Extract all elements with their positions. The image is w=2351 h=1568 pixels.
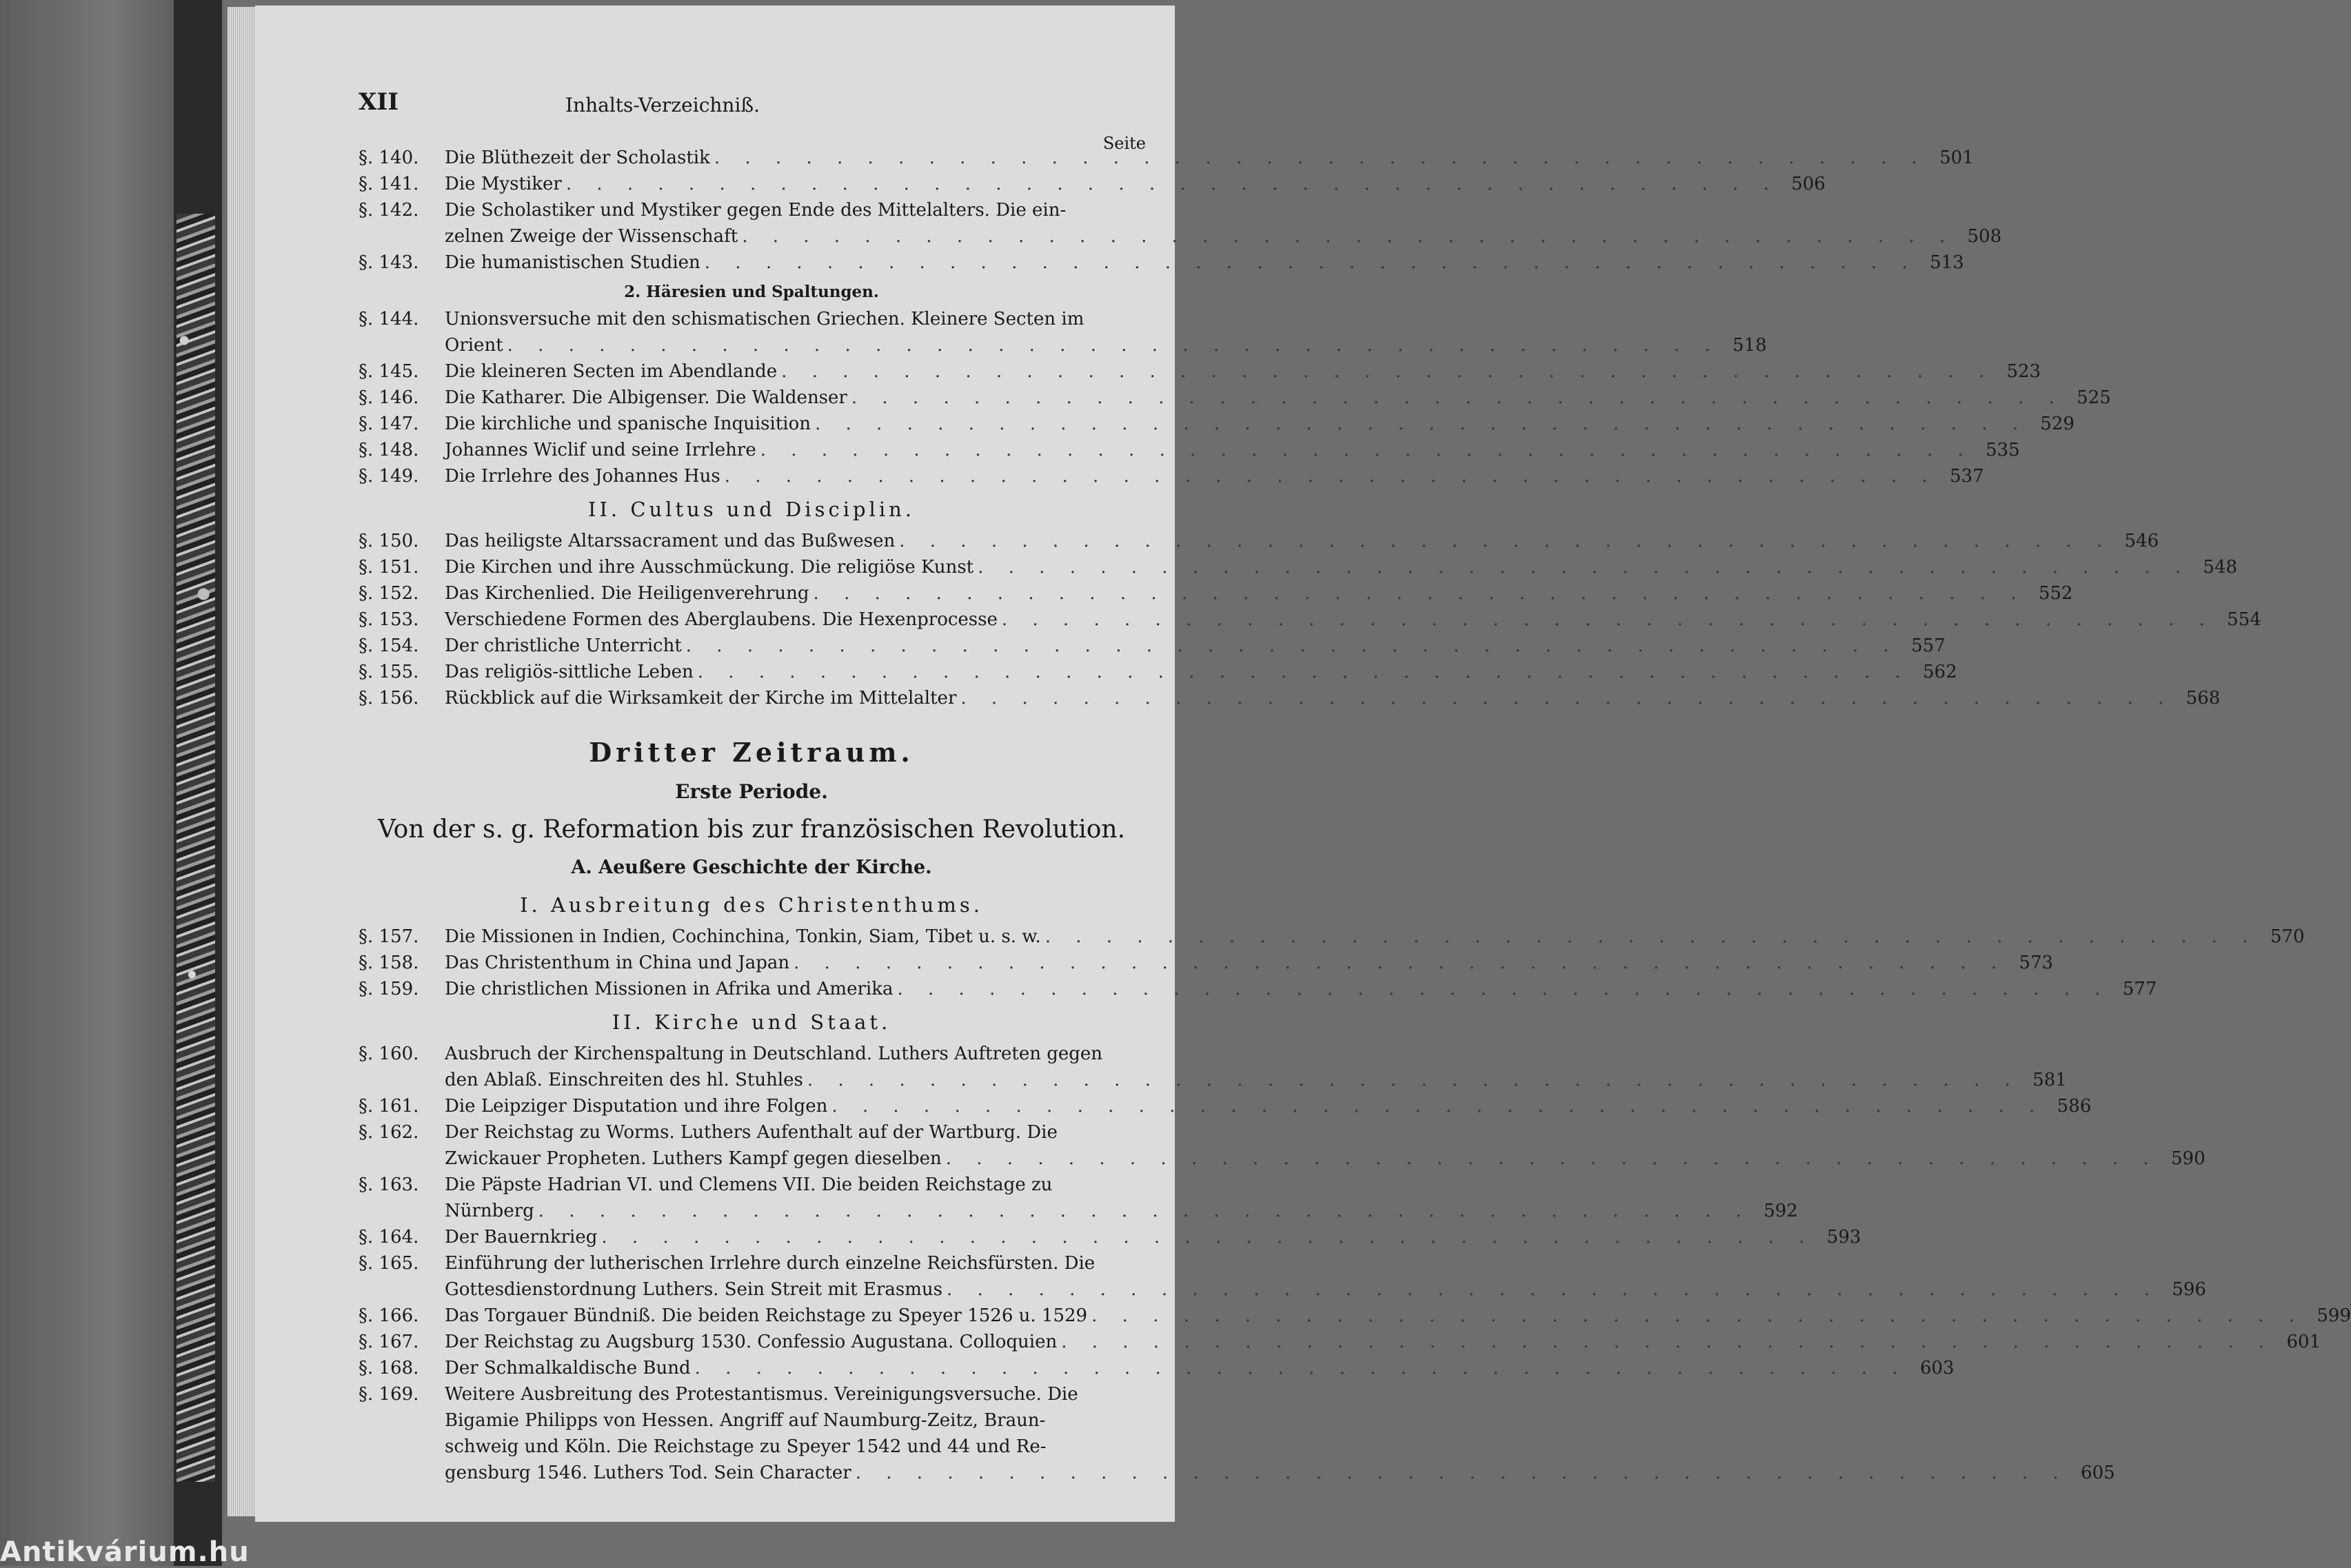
toc-entry <box>359 528 2159 554</box>
entry-line: Bigamie Philipps von Hessen. Angriff auf Naumburg-Zeitz, Braun- <box>445 1410 1046 1431</box>
entry-last-line <box>445 924 2305 950</box>
entry-title: Die Kirchen und ihre Ausschmückung. Die religiöse Kunst <box>445 557 974 578</box>
leader-dots: . . . . . . . . . . . . . . . . . . . . . . . . . . . . . . . . . . . . . . . . <box>945 1148 2159 1169</box>
toc-entry <box>359 145 1974 171</box>
page-ref: 554 <box>2227 609 2261 630</box>
entry-last-line <box>445 1355 1955 1381</box>
toc-group-2 <box>359 306 2111 489</box>
entry-last-line <box>445 171 1826 197</box>
leader-dots: . . . . . . . . . . . . . . . . . . . . . . . . . . . . . . . . . . . . . . . . <box>685 635 1899 656</box>
section-number: §. 169. <box>359 1384 419 1405</box>
entry-text <box>445 197 2002 250</box>
background-left <box>0 0 186 1566</box>
toc-entry <box>359 1329 2321 1355</box>
leader-dots: . . . . . . . . . . . . . . . . . . . . . . . . . . . . . . . . . . . . . . . . <box>897 979 2110 999</box>
entry-title: Die humanistischen Studien <box>445 252 700 273</box>
page-ref: 570 <box>2270 926 2305 947</box>
toc-entry <box>359 1224 1861 1250</box>
toc-entry <box>359 659 1957 685</box>
page-ref: 603 <box>1919 1358 1955 1378</box>
page-ref: 586 <box>2057 1096 2092 1117</box>
section-number: §. 145. <box>359 361 419 382</box>
section-heading: II. Kirche und Staat. <box>612 1010 891 1034</box>
toc-entry <box>359 171 1826 197</box>
leader-dots: . . . . . . . . . . . . . . . . . . . . . . . . . . . . . . . . . . . . . . . . <box>704 252 1917 273</box>
entry-last-line <box>445 1146 2206 1172</box>
section-heading: II. Cultus und Disciplin. <box>588 498 915 521</box>
leader-dots: . . . . . . . . . . . . . . . . . . . . . . . . . . . . . . . . . . . . . . . . <box>947 1279 2159 1300</box>
page-ref: 601 <box>2286 1332 2321 1352</box>
entry-title: Die Blüthezeit der Scholastik <box>445 147 710 168</box>
toc-entry <box>359 924 2305 950</box>
toc-entry <box>359 1041 2067 1093</box>
entry-last-line <box>445 1067 2067 1093</box>
entry-text <box>445 659 1957 685</box>
section-number: §. 161. <box>359 1096 419 1117</box>
section-number: §. 149. <box>359 466 419 487</box>
part-heading: A. Aeußere Geschichte der Kirche. <box>571 857 932 878</box>
section-number: §. 150. <box>359 531 419 551</box>
page-ref: 596 <box>2172 1279 2206 1300</box>
page-edges <box>228 7 256 1516</box>
toc-entry <box>359 1250 2206 1303</box>
leader-dots: . . . . . . . . . . . . . . . . . . . . . . . . . . . . . . . . . . . . . . . . <box>807 1070 2020 1090</box>
entry-last-line <box>445 1224 1861 1250</box>
entry-last-line <box>445 633 1946 659</box>
section-number: §. 147. <box>359 414 419 434</box>
entry-title: Johannes Wiclif und seine Irrlehre <box>445 440 756 460</box>
entry-text <box>445 306 1767 358</box>
page-ref: 573 <box>2019 953 2054 973</box>
toc-group-1 <box>359 145 2002 276</box>
page-ref: 523 <box>2006 361 2041 382</box>
section-number: §. 168. <box>359 1358 419 1378</box>
entry-title: Das religiös-sittliche Leben <box>445 662 694 682</box>
era-heading: Von der s. g. Reformation bis zur französischen Revolution. <box>377 815 1126 844</box>
entry-title: Der Reichstag zu Augsburg 1530. Confessio Augustana. Colloquien <box>445 1332 1058 1352</box>
entry-text <box>445 685 2221 711</box>
entry-text <box>445 463 1984 489</box>
entry-title: Die Katharer. Die Albigenser. Die Waldenser <box>445 387 847 408</box>
leader-dots: . . . . . . . . . . . . . . . . . . . . . . . . . . . . . . . . . . . . . . . . <box>813 583 2026 604</box>
toc-group-4 <box>359 924 2305 1002</box>
section-number: §. 154. <box>359 635 419 656</box>
entry-text <box>445 1172 1798 1224</box>
page-ref: 552 <box>2038 583 2073 604</box>
entry-last-line <box>445 950 2054 976</box>
entry-text <box>445 385 2111 411</box>
entry-text <box>445 411 2075 437</box>
page-ref: 508 <box>1967 226 2002 247</box>
page-ref: 592 <box>1764 1201 1798 1221</box>
page-ref: 518 <box>1732 335 1767 356</box>
section-number: §. 156. <box>359 688 419 709</box>
entry-title: Nürnberg <box>445 1201 534 1221</box>
section-number: §. 143. <box>359 252 419 273</box>
leader-dots: . . . . . . . . . . . . . . . . . . . . . . . . . . . . . . . . . . . . . . . . <box>794 953 2007 973</box>
entry-last-line <box>445 385 2111 411</box>
section-number: §. 140. <box>359 147 419 168</box>
toc-entry <box>359 306 1767 358</box>
page-title: Inhalts-Verzeichniß. <box>565 94 760 116</box>
leader-dots: . . . . . . . . . . . . . . . . . . . . . . . . . . . . . . . . . . . . . . . . <box>960 688 2174 709</box>
toc-group-5 <box>359 1041 2351 1486</box>
entry-text <box>445 1381 2115 1486</box>
entry-title: Das Torgauer Bündniß. Die beiden Reichstage zu Speyer 1526 u. 1529 <box>445 1305 1088 1326</box>
section-number: §. 165. <box>359 1253 419 1274</box>
entry-last-line <box>445 411 2075 437</box>
toc-entry <box>359 385 2111 411</box>
section-number: §. 159. <box>359 979 419 999</box>
column-label: Seite <box>1102 134 1146 153</box>
section-number: §. 166. <box>359 1305 419 1326</box>
toc-entry <box>359 1381 2115 1486</box>
entry-text <box>445 528 2159 554</box>
leader-dots: . . . . . . . . . . . . . . . . . . . . . . . . . . . . . . . . . . . . . . . . <box>978 557 2191 578</box>
leader-dots: . . . . . . . . . . . . . . . . . . . . . . . . . . . . . . . . . . . . . . . . <box>781 361 1995 382</box>
section-number: §. 155. <box>359 662 419 682</box>
section-number: §. 157. <box>359 926 419 947</box>
entry-title: Der Schmalkaldische Bund <box>445 1358 691 1378</box>
page-ref: 605 <box>2081 1463 2115 1483</box>
toc-entry <box>359 197 2002 250</box>
entry-line: Die Päpste Hadrian VI. und Clemens VII. Die beiden Reichstage zu <box>445 1174 1053 1195</box>
leader-dots: . . . . . . . . . . . . . . . . . . . . . . . . . . . . . . . . . . . . . . . . <box>1001 609 2214 630</box>
page-number: XII <box>359 88 399 116</box>
toc-entry <box>359 976 2157 1002</box>
leader-dots: . . . . . . . . . . . . . . . . . . . . . . . . . . . . . . . . . . . . . . . . <box>1045 926 2258 947</box>
page-ref: 581 <box>2032 1070 2067 1090</box>
entry-title: Das Kirchenlied. Die Heiligenverehrung <box>445 583 809 604</box>
entry-text <box>445 437 2020 463</box>
entry-line: schweig und Köln. Die Reichstage zu Speyer 1542 und 44 und Re- <box>445 1436 1047 1457</box>
page-ref: 529 <box>2040 414 2075 434</box>
entry-title: gensburg 1546. Luthers Tod. Sein Character <box>445 1463 851 1483</box>
table-of-contents <box>359 145 2351 1486</box>
entry-text <box>445 250 1964 276</box>
page-ref: 593 <box>1826 1227 1861 1248</box>
toc-entry <box>359 463 1984 489</box>
entry-title: Zwickauer Propheten. Luthers Kampf gegen dieselben <box>445 1148 942 1169</box>
entry-last-line <box>445 332 1767 358</box>
section-number: §. 158. <box>359 953 419 973</box>
entry-text <box>445 1093 2092 1119</box>
entry-last-line <box>445 1198 1798 1224</box>
leader-dots: . . . . . . . . . . . . . . . . . . . . . . . . . . . . . . . . . . . . . . . . <box>851 387 2064 408</box>
entry-last-line <box>445 554 2238 580</box>
entry-last-line <box>445 145 1974 171</box>
marbled-cover <box>176 214 215 1482</box>
entry-text <box>445 1119 2206 1172</box>
page-ref: 513 <box>1930 252 1964 273</box>
entry-title: den Ablaß. Einschreiten des hl. Stuhles <box>445 1070 803 1090</box>
toc-entry <box>359 554 2238 580</box>
entry-last-line <box>445 437 2020 463</box>
toc-entry <box>359 1355 1955 1381</box>
entry-title: Das Christenthum in China und Japan <box>445 953 790 973</box>
page-ref: 568 <box>2186 688 2221 709</box>
toc-group-3 <box>359 528 2261 711</box>
entry-title: Gottesdienstordnung Luthers. Sein Streit mit Erasmus <box>445 1279 942 1300</box>
big-heading: Dritter Zeitraum. <box>589 737 914 768</box>
toc-entry <box>359 1303 2351 1329</box>
toc-entry <box>359 633 1946 659</box>
page-ref: 506 <box>1791 174 1826 194</box>
entry-last-line <box>445 1093 2092 1119</box>
page-ref: 599 <box>2317 1305 2351 1326</box>
leader-dots: . . . . . . . . . . . . . . . . . . . . . . . . . . . . . . . . . . . . . . . . <box>1061 1332 2274 1352</box>
entry-title: Die Missionen in Indien, Cochinchina, Tonkin, Siam, Tibet u. s. w. <box>445 926 1041 947</box>
toc-entry <box>359 1093 2092 1119</box>
entry-title: Die Mystiker <box>445 174 562 194</box>
entry-title: Orient <box>445 335 503 356</box>
entry-last-line <box>445 1329 2321 1355</box>
leader-dots: . . . . . . . . . . . . . . . . . . . . . . . . . . . . . . . . . . . . . . . . <box>760 440 1973 460</box>
entry-last-line <box>445 1276 2206 1303</box>
toc-entry <box>359 437 2020 463</box>
entry-text <box>445 358 2041 385</box>
page-ref: 537 <box>1949 466 1984 487</box>
section-heading: I. Ausbreitung des Christenthums. <box>520 893 983 917</box>
leader-dots: . . . . . . . . . . . . . . . . . . . . . . . . . . . . . . . . . . . . . . . . <box>694 1358 1908 1378</box>
section-number: §. 167. <box>359 1332 419 1352</box>
section-number: §. 163. <box>359 1174 419 1195</box>
entry-text <box>445 1329 2321 1355</box>
entry-title: Der Bauernkrieg <box>445 1227 598 1248</box>
leader-dots: . . . . . . . . . . . . . . . . . . . . . . . . . . . . . . . . . . . . . . . . <box>507 335 1720 356</box>
toc-entry <box>359 1172 1798 1224</box>
toc-entry <box>359 1119 2206 1172</box>
entry-text <box>445 633 1946 659</box>
page-ref: 501 <box>1939 147 1974 168</box>
entry-text <box>445 145 1974 171</box>
page-ref: 525 <box>2077 387 2111 408</box>
page-ref: 557 <box>1911 635 1946 656</box>
section-number: §. 141. <box>359 174 419 194</box>
entry-title: Rückblick auf die Wirksamkeit der Kirche im Mittelalter <box>445 688 957 709</box>
entry-title: Die kleineren Secten im Abendlande <box>445 361 778 382</box>
toc-entry <box>359 580 2073 607</box>
entry-last-line <box>445 659 1957 685</box>
leader-dots: . . . . . . . . . . . . . . . . . . . . . . . . . . . . . . . . . . . . . . . . <box>855 1463 2068 1483</box>
leader-dots: . . . . . . . . . . . . . . . . . . . . . . . . . . . . . . . . . . . . . . . . <box>742 226 1955 247</box>
entry-last-line <box>445 223 2002 250</box>
entry-line: Die Scholastiker und Mystiker gegen Ende des Mittelalters. Die ein- <box>445 200 1067 221</box>
page-header <box>359 88 1144 121</box>
entry-line: Weitere Ausbreitung des Protestantismus. Vereinigungsversuche. Die <box>445 1384 1078 1405</box>
leader-dots: . . . . . . . . . . . . . . . . . . . . . . . . . . . . . . . . . . . . . . . . <box>565 174 1779 194</box>
entry-text <box>445 1224 1861 1250</box>
leader-dots: . . . . . . . . . . . . . . . . . . . . . . . . . . . . . . . . . . . . . . . . <box>601 1227 1815 1248</box>
entry-text <box>445 580 2073 607</box>
entry-last-line <box>445 463 1984 489</box>
entry-text <box>445 1041 2067 1093</box>
entry-last-line <box>445 1303 2351 1329</box>
leader-dots: . . . . . . . . . . . . . . . . . . . . . . . . . . . . . . . . . . . . . . . . <box>831 1096 2045 1117</box>
entry-last-line <box>445 685 2221 711</box>
page-ref: 562 <box>1923 662 1957 682</box>
leader-dots: . . . . . . . . . . . . . . . . . . . . . . . . . . . . . . . . . . . . . . . . <box>724 466 1937 487</box>
entry-line: Einführung der lutherischen Irrlehre durch einzelne Reichsfürsten. Die <box>445 1253 1096 1274</box>
toc-entry <box>359 250 1964 276</box>
entry-last-line <box>445 976 2157 1002</box>
entry-title: Die Leipziger Disputation und ihre Folgen <box>445 1096 828 1117</box>
entry-line: Der Reichstag zu Worms. Luthers Aufenthalt auf der Wartburg. Die <box>445 1122 1058 1143</box>
entry-text <box>445 924 2305 950</box>
entry-last-line <box>445 358 2041 385</box>
section-number: §. 152. <box>359 583 419 604</box>
toc-entry <box>359 685 2221 711</box>
entry-last-line <box>445 580 2073 607</box>
entry-text <box>445 554 2238 580</box>
entry-last-line <box>445 607 2261 633</box>
section-number: §. 160. <box>359 1043 419 1064</box>
entry-text <box>445 1303 2351 1329</box>
entry-title: zelnen Zweige der Wissenschaft <box>445 226 738 247</box>
section-number: §. 144. <box>359 309 419 329</box>
leader-dots: . . . . . . . . . . . . . . . . . . . . . . . . . . . . . . . . . . . . . . . . <box>1091 1305 2305 1326</box>
page-ref: 590 <box>2171 1148 2206 1169</box>
entry-title: Die christlichen Missionen in Afrika und Amerika <box>445 979 894 999</box>
toc-entry <box>359 607 2261 633</box>
period-heading: Erste Periode. <box>675 780 828 803</box>
entry-title: Die Irrlehre des Johannes Hus <box>445 466 720 487</box>
entry-last-line <box>445 1460 2115 1486</box>
section-number: §. 142. <box>359 200 419 221</box>
entry-last-line <box>445 250 1964 276</box>
entry-text <box>445 1250 2206 1303</box>
section-number: §. 162. <box>359 1122 419 1143</box>
page-ref: 548 <box>2203 557 2238 578</box>
leader-dots: . . . . . . . . . . . . . . . . . . . . . . . . . . . . . . . . . . . . . . . . <box>815 414 2028 434</box>
leader-dots: . . . . . . . . . . . . . . . . . . . . . . . . . . . . . . . . . . . . . . . . <box>697 662 1910 682</box>
entry-text <box>445 976 2157 1002</box>
watermark: Antikvárium.hu <box>0 1536 250 1568</box>
entry-last-line <box>445 528 2159 554</box>
entry-title: Das heiligste Altarssacrament und das Bußwesen <box>445 531 896 551</box>
toc-entry <box>359 358 2041 385</box>
section-number: §. 151. <box>359 557 419 578</box>
entry-title: Der christliche Unterricht <box>445 635 682 656</box>
section-number: §. 146. <box>359 387 419 408</box>
leader-dots: . . . . . . . . . . . . . . . . . . . . . . . . . . . . . . . . . . . . . . . . <box>899 531 2112 551</box>
section-number: §. 148. <box>359 440 419 460</box>
entry-text <box>445 607 2261 633</box>
entry-text <box>445 950 2054 976</box>
leader-dots: . . . . . . . . . . . . . . . . . . . . . . . . . . . . . . . . . . . . . . . . <box>714 147 1927 168</box>
section-number: §. 153. <box>359 609 419 630</box>
page-ref: 546 <box>2124 531 2159 551</box>
toc-entry <box>359 950 2054 976</box>
page-ref: 535 <box>1985 440 2020 460</box>
leader-dots: . . . . . . . . . . . . . . . . . . . . . . . . . . . . . . . . . . . . . . . . <box>538 1201 1751 1221</box>
entry-line: Ausbruch der Kirchenspaltung in Deutschland. Luthers Auftreten gegen <box>445 1043 1103 1064</box>
subheading: 2. Häresien und Spaltungen. <box>624 283 879 301</box>
entry-title: Die kirchliche und spanische Inquisition <box>445 414 811 434</box>
entry-text <box>445 171 1826 197</box>
page-ref: 577 <box>2122 979 2157 999</box>
entry-title: Verschiedene Formen des Aberglaubens. Die Hexenprocesse <box>445 609 998 630</box>
section-number: §. 164. <box>359 1227 419 1248</box>
entry-text <box>445 1355 1955 1381</box>
entry-line: Unionsversuche mit den schismatischen Griechen. Kleinere Secten im <box>445 309 1084 329</box>
toc-entry <box>359 411 2075 437</box>
